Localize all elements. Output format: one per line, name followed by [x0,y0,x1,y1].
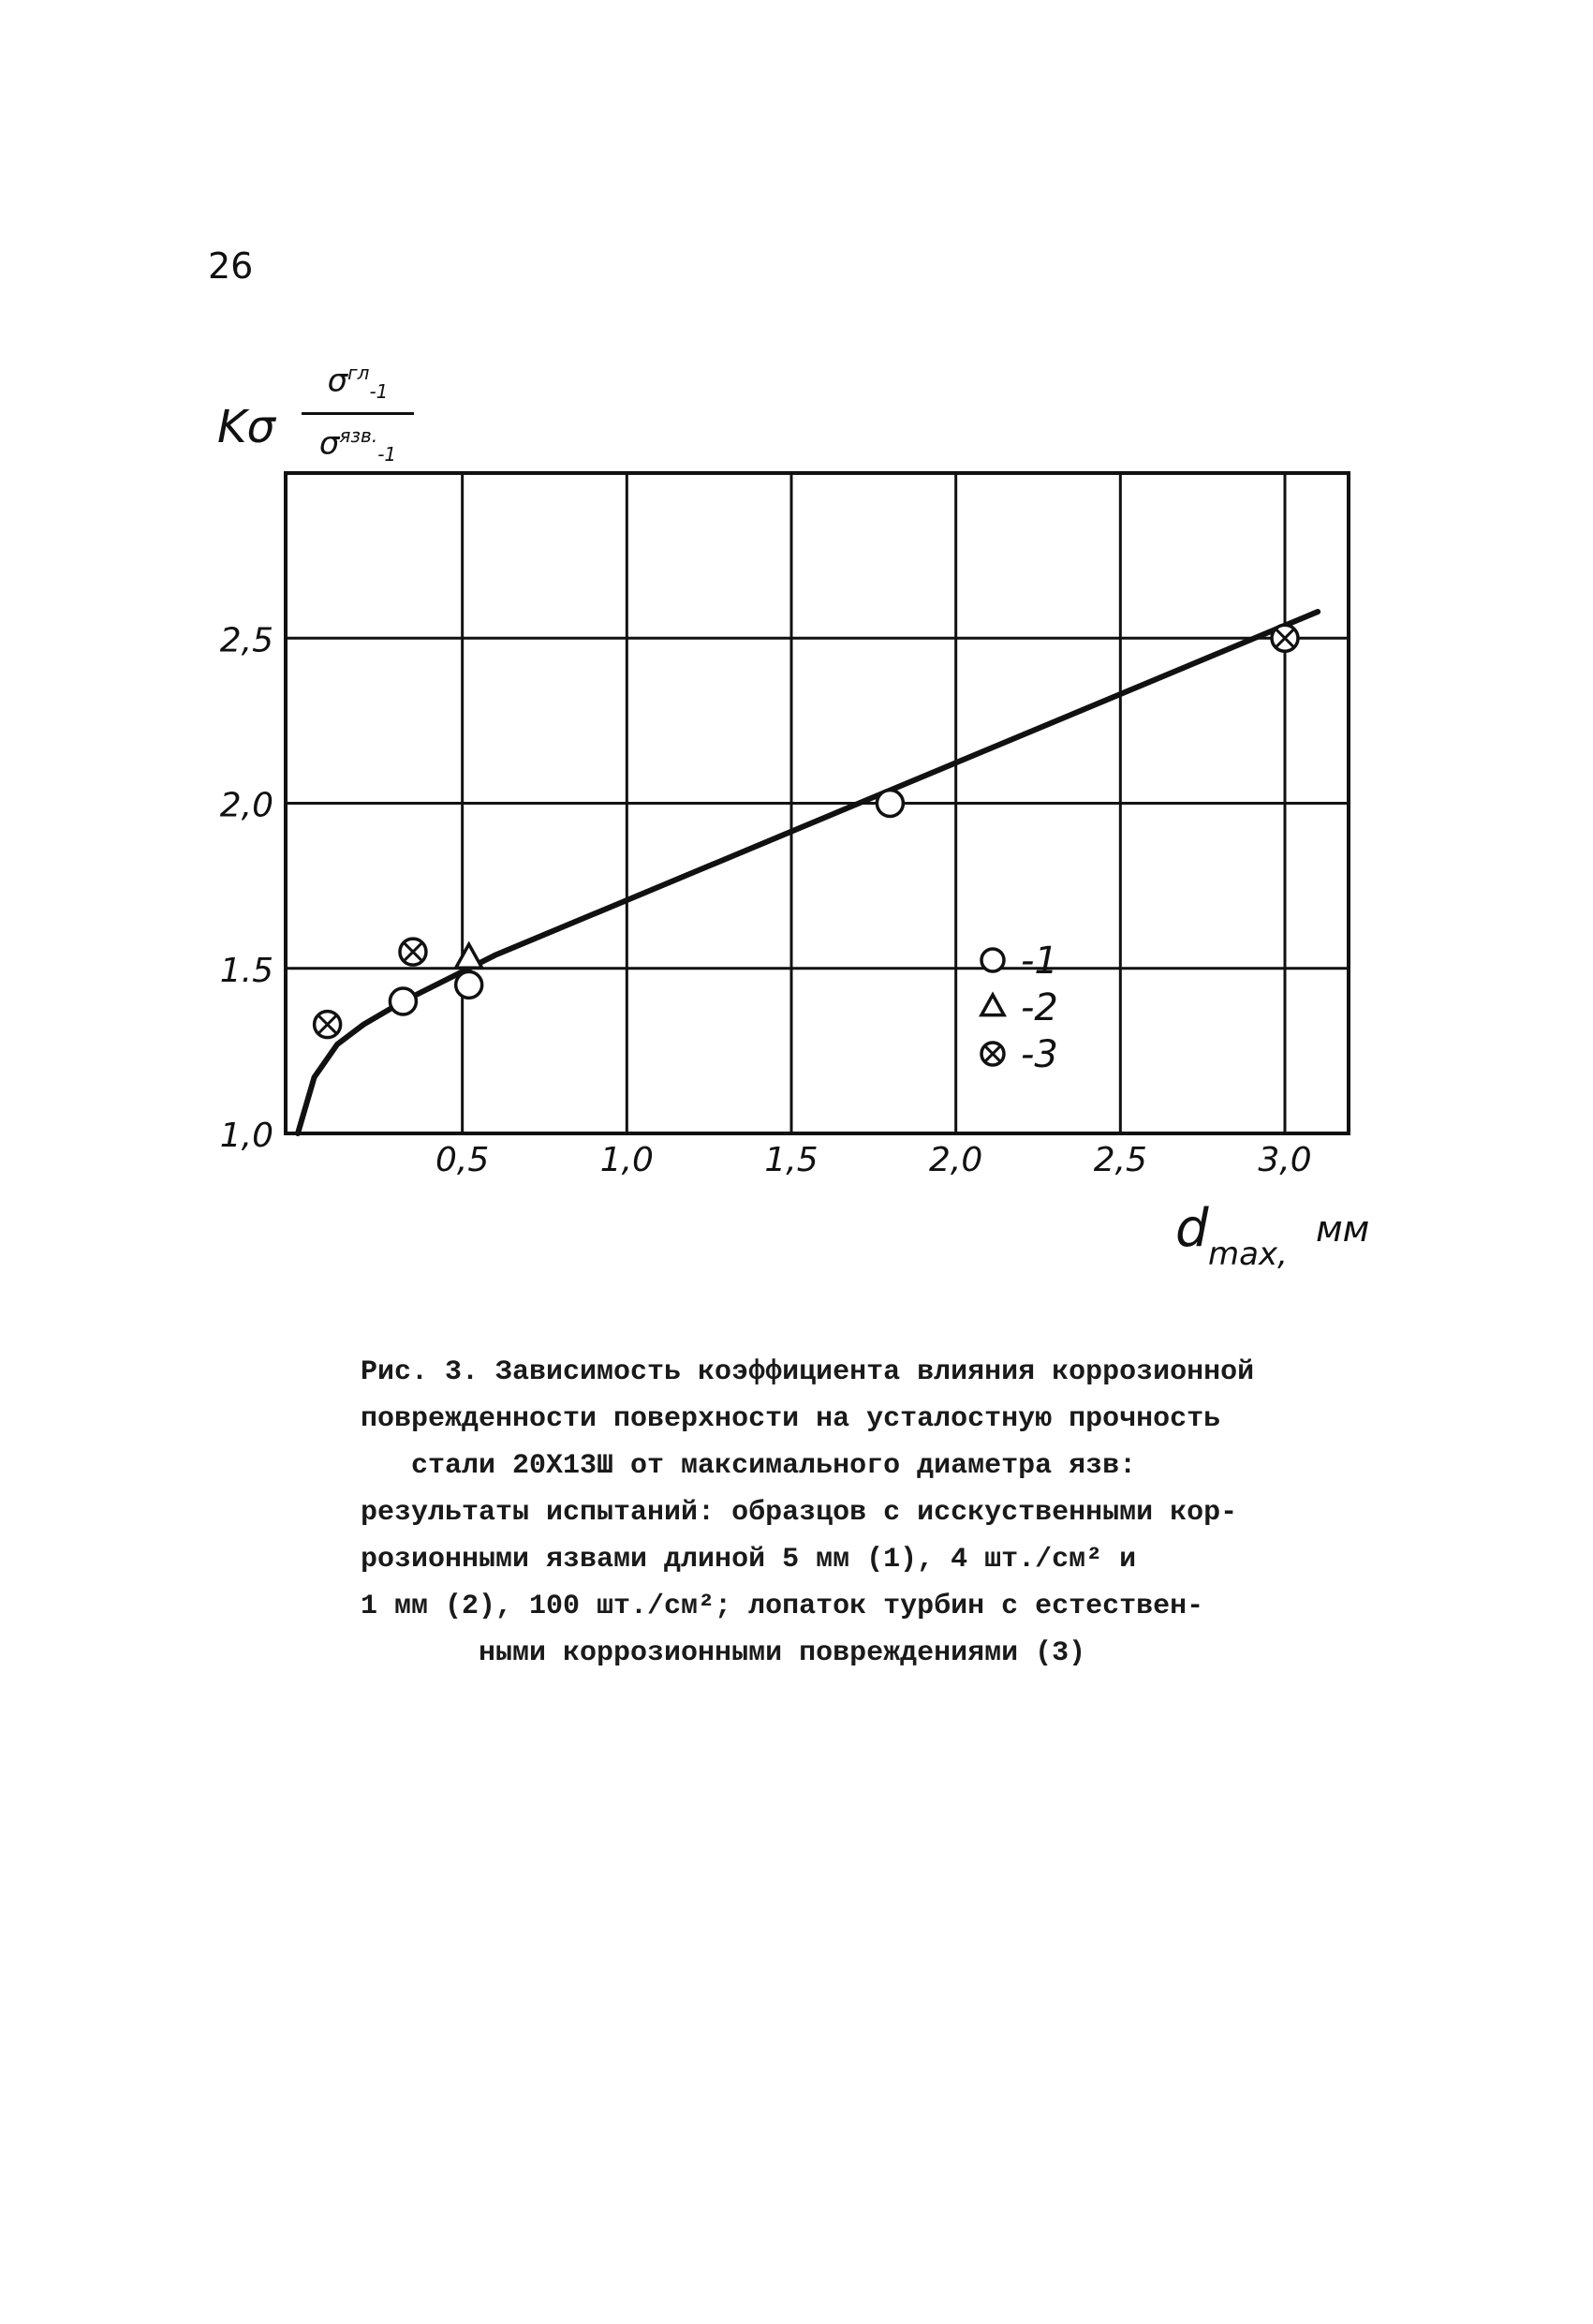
caption-line: 1 мм (2), 100 шт./см²; лопаток турбин с естествен- [361,1591,1204,1622]
legend-marker-circle-x [981,1043,1004,1065]
data-point-circle-x [400,939,426,965]
fraction-denominator: $\sigma^{язв.}_{-1}$ [318,424,397,466]
fraction-numerator: $\sigma^{гл}_{-1}$ [327,362,389,404]
chart-grid [286,473,1349,1133]
k-sigma-symbol: Kσ [217,401,275,453]
y-tick-label: 1.5 [219,951,273,990]
legend-marker-triangle [981,995,1004,1015]
legend-label: -3 [1021,1033,1058,1076]
caption-line: ными коррозионными повреждениями (3) [361,1637,1086,1669]
caption-line: стали 20Х13Ш от максимального диаметра язв: [361,1450,1137,1482]
legend-label: -2 [1021,986,1058,1029]
legend-label: -1 [1021,940,1058,983]
legend-marker-circle [981,949,1004,971]
x-tick-label: 2,5 [1093,1141,1147,1179]
caption-line: результаты испытаний: образцов с исскуственными кор- [361,1497,1238,1529]
x-tick-label: 1,0 [599,1141,654,1179]
x-tick-label: 2,0 [929,1141,983,1179]
data-point-triangle [456,944,482,968]
x-axis-unit: мм [1316,1208,1370,1250]
data-point-circle [877,791,903,817]
figure-caption [361,1349,1297,1677]
x-axis-label [1175,1198,1369,1273]
tick-labels [220,621,1312,1179]
data-point-circle-x [1272,625,1298,651]
data-point-circle [456,971,482,998]
y-tick-label: 2,0 [219,786,273,825]
x-tick-label: 0,5 [435,1141,490,1179]
x-tick-label: 1,5 [764,1141,819,1179]
x-axis-symbol: d [1175,1198,1209,1259]
caption-line: Рис. 3. Зависимость коэффициента влияния коррозионной [361,1356,1255,1388]
page-number: 26 [208,245,254,287]
y-tick-label: 2,5 [219,621,273,660]
data-point-circle-x [315,1012,341,1038]
caption-line: поврежденности поверхности на усталостную прочность [361,1403,1221,1435]
data-point-circle [390,988,416,1014]
legend [981,940,1058,1076]
caption-line: розионными язвами длиной 5 мм (1), 4 шт./см² и [361,1544,1137,1576]
trend-line-group [298,612,1318,1133]
trend-line [298,612,1318,1133]
x-tick-label: 3,0 [1258,1141,1312,1179]
x-axis-subscript: max, [1208,1236,1288,1273]
y-tick-label: 1,0 [219,1117,273,1155]
